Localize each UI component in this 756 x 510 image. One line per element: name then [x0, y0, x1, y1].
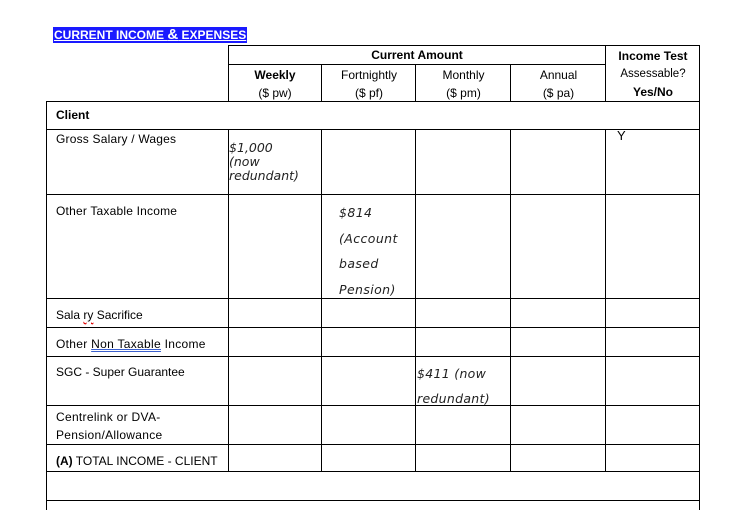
total-income-client-label: (A) TOTAL INCOME - CLIENT	[56, 454, 218, 468]
gross-salary-weekly-value: $1,000 (now redundant)	[229, 140, 299, 183]
client-label: Client	[56, 108, 90, 122]
section-title: CURRENT INCOME & EXPENSES	[54, 26, 247, 43]
salary-sacrifice-label: Sala ry Sacrifice	[56, 308, 143, 322]
monthly-unit: ($ pm)	[446, 86, 481, 100]
weekly-header: Weekly	[254, 68, 296, 82]
fortnightly-unit: ($ pf)	[354, 86, 383, 100]
yes-no-header: Yes/No	[632, 85, 674, 99]
other-taxable-label: Other Taxable Income	[56, 204, 178, 218]
annual-unit: ($ pa)	[542, 86, 575, 100]
annual-header: Annual	[539, 68, 578, 82]
assessable-header: Assessable?	[620, 68, 686, 80]
current-amount-header: Current Amount	[371, 48, 463, 62]
monthly-header: Monthly	[442, 68, 485, 82]
sgc-monthly-value: $411 (now redundant)	[417, 366, 490, 406]
gross-salary-income-test: Y	[617, 128, 626, 143]
other-non-taxable-label: Other Non Taxable Income	[56, 337, 206, 351]
weekly-unit: ($ pw)	[258, 86, 292, 100]
centrelink-label: Centrelink or DVA- Pension/Allowance	[56, 410, 163, 442]
sgc-label: SGC - Super Guarantee	[56, 365, 185, 379]
income-test-header: Income Test	[618, 49, 688, 63]
fortnightly-header: Fortnightly	[340, 68, 398, 82]
other-taxable-fortnightly-value: $814 (Account based Pension)	[339, 205, 398, 297]
gross-salary-label: Gross Salary / Wages	[56, 132, 177, 146]
